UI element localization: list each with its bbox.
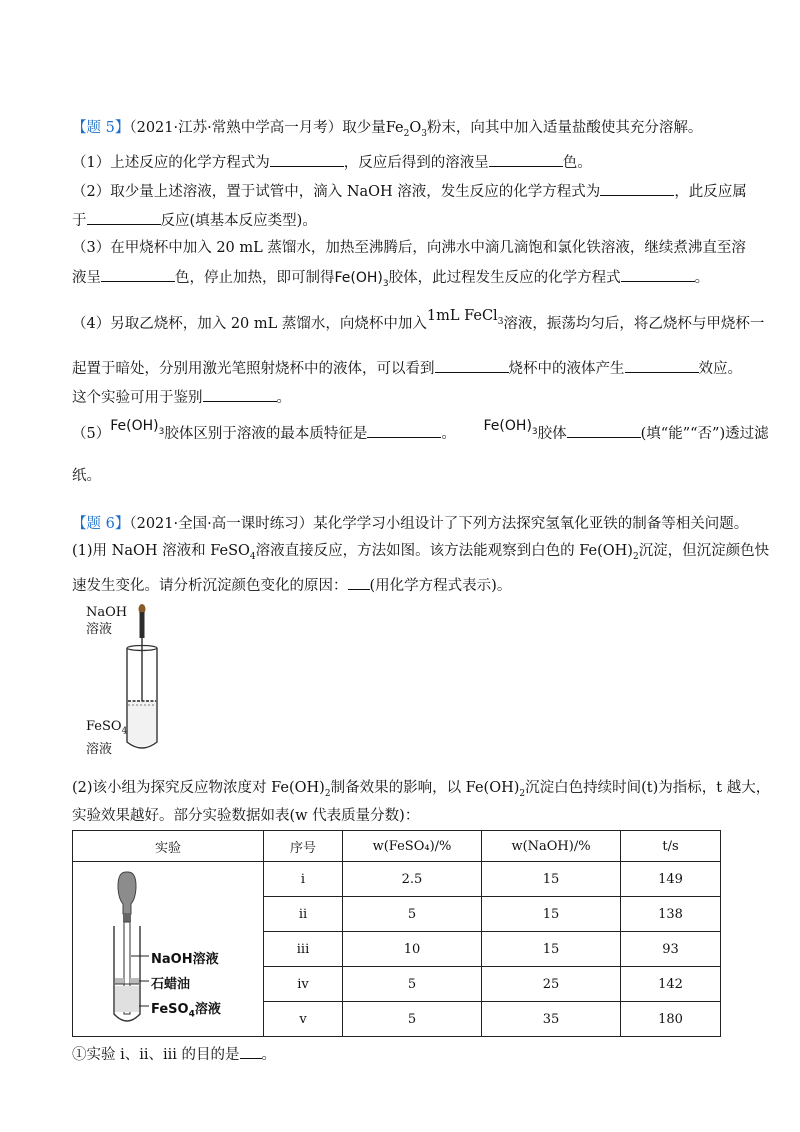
table-row: iv 5 25 142 <box>73 967 721 1002</box>
answer-blank[interactable] <box>621 266 695 282</box>
q5-part4: （4）另取乙烧杯，加入 20 mL 蒸馏水，向烧杯中加入1mL FeCl$_3$溶液，振荡均匀后，将乙烧杯与甲烧杯一 <box>72 307 765 332</box>
table-row: ii 5 15 138 <box>73 897 721 932</box>
q5-part3-cont: 液呈 色，停止加热，即可制得$Fe(OH)_3$胶体，此过程发生反应的化学方程式 。 <box>72 258 732 304</box>
worksheet-page <box>72 118 771 1065</box>
q6-tag: 【题 6】 <box>72 516 130 533</box>
q5-part2: （2）取少量上述溶液，置于试管中，滴入 NaOH 溶液，发生反应的化学方程式为 ，此反应属 <box>72 180 732 202</box>
q6-part2-cont: 实验效果越好。部分实验数据如表(w 代表质量分数)： <box>72 808 420 825</box>
oil-layer-apparatus-figure: NaOH溶液 石蜡油 FeSO$_4$溶液 <box>93 864 243 1034</box>
table-row: iii 10 15 93 <box>73 932 721 967</box>
q5-part4-cont: 起置于暗处，分别用激光笔照射烧杯中的液体，可以看到 烧杯中的液体产生 效应。 <box>72 357 732 379</box>
answer-blank[interactable] <box>270 151 344 167</box>
q5-part5-end: 纸。 <box>72 468 101 485</box>
answer-blank[interactable] <box>489 151 563 167</box>
answer-blank[interactable] <box>203 386 277 402</box>
answer-blank[interactable] <box>367 422 441 438</box>
q6-intro: 【题 6】（2021·全国·高一课时练习）某化学学习小组设计了下列方法探究氢氧化亚铁的制备等相关问题。 <box>72 516 749 533</box>
table-header: 序号 <box>264 831 343 862</box>
answer-blank[interactable] <box>600 180 674 196</box>
table-row: NaOH溶液 石蜡油 FeSO$_4$溶液 i 2.5 15 149 <box>73 862 721 897</box>
table-header: w(FeSO₄)/% <box>343 831 482 862</box>
answer-blank[interactable] <box>625 357 699 373</box>
answer-blank[interactable] <box>87 209 161 225</box>
answer-blank[interactable] <box>567 422 641 438</box>
answer-blank[interactable] <box>101 266 175 282</box>
table-header: 实验 <box>73 831 264 862</box>
q5-part5: $(5)Fe(OH)_3$胶体区别于溶液的最本质特征是 。 $Fe(OH)_3$胶体 (填“能”“否”)透过滤 <box>72 417 769 442</box>
q6-subquestion-1: ①实验 i、ii、iii 的目的是 。 <box>72 1043 732 1065</box>
q5-part3: （3）在甲烧杯中加入 20 mL 蒸馏水，加热至沸腾后，向沸水中滴几滴饱和氯化铁溶液，继续煮沸直至溶 <box>72 239 746 256</box>
q5-part2-cont: 于 反应(填基本反应类型)。 <box>72 209 732 231</box>
table-row: v 5 35 180 <box>73 1002 721 1037</box>
table-header: t/s <box>621 831 721 862</box>
apparatus-cell <box>73 862 264 1037</box>
dropper-test-tube-figure: NaOH 溶液 FeSO$_4$ 溶液 <box>86 604 206 764</box>
q5-intro: 【题 5】（2021·江苏·常熟中学高一月考）取少量$Fe_2O_3$粉末，向其中加入适量盐酸使其充分溶解。 <box>72 120 703 139</box>
q6-part1-cont: 速发生变化。请分析沉淀颜色变化的原因： (用化学方程式表示)。 <box>72 574 732 596</box>
answer-blank[interactable] <box>348 574 370 590</box>
table-header: w(NaOH)/% <box>482 831 621 862</box>
q5-part4-end: 这个实验可用于鉴别 。 <box>72 386 732 408</box>
q6-part2: (2)该小组为探究反应物浓度对 $Fe(OH)_2$制备效果的影响，以 $Fe(OH)_2$沉淀白色持续时间(t)为指标，t 越大， <box>72 780 771 800</box>
table-header-row <box>73 831 721 862</box>
q6-part1: (1)用 NaOH 溶液和 FeSO$_4$溶液直接反应，方法如图。该方法能观察到白色的 $Fe(OH)_2$沉淀，但沉淀颜色快 <box>72 543 770 563</box>
q5-tag: 【题 5】 <box>72 120 130 136</box>
q5-part1: （1）上述反应的化学方程式为 ，反应后得到的溶液呈 色。 <box>72 151 732 173</box>
answer-blank[interactable] <box>240 1043 262 1059</box>
experiment-data-table <box>72 830 721 1037</box>
answer-blank[interactable] <box>435 357 509 373</box>
